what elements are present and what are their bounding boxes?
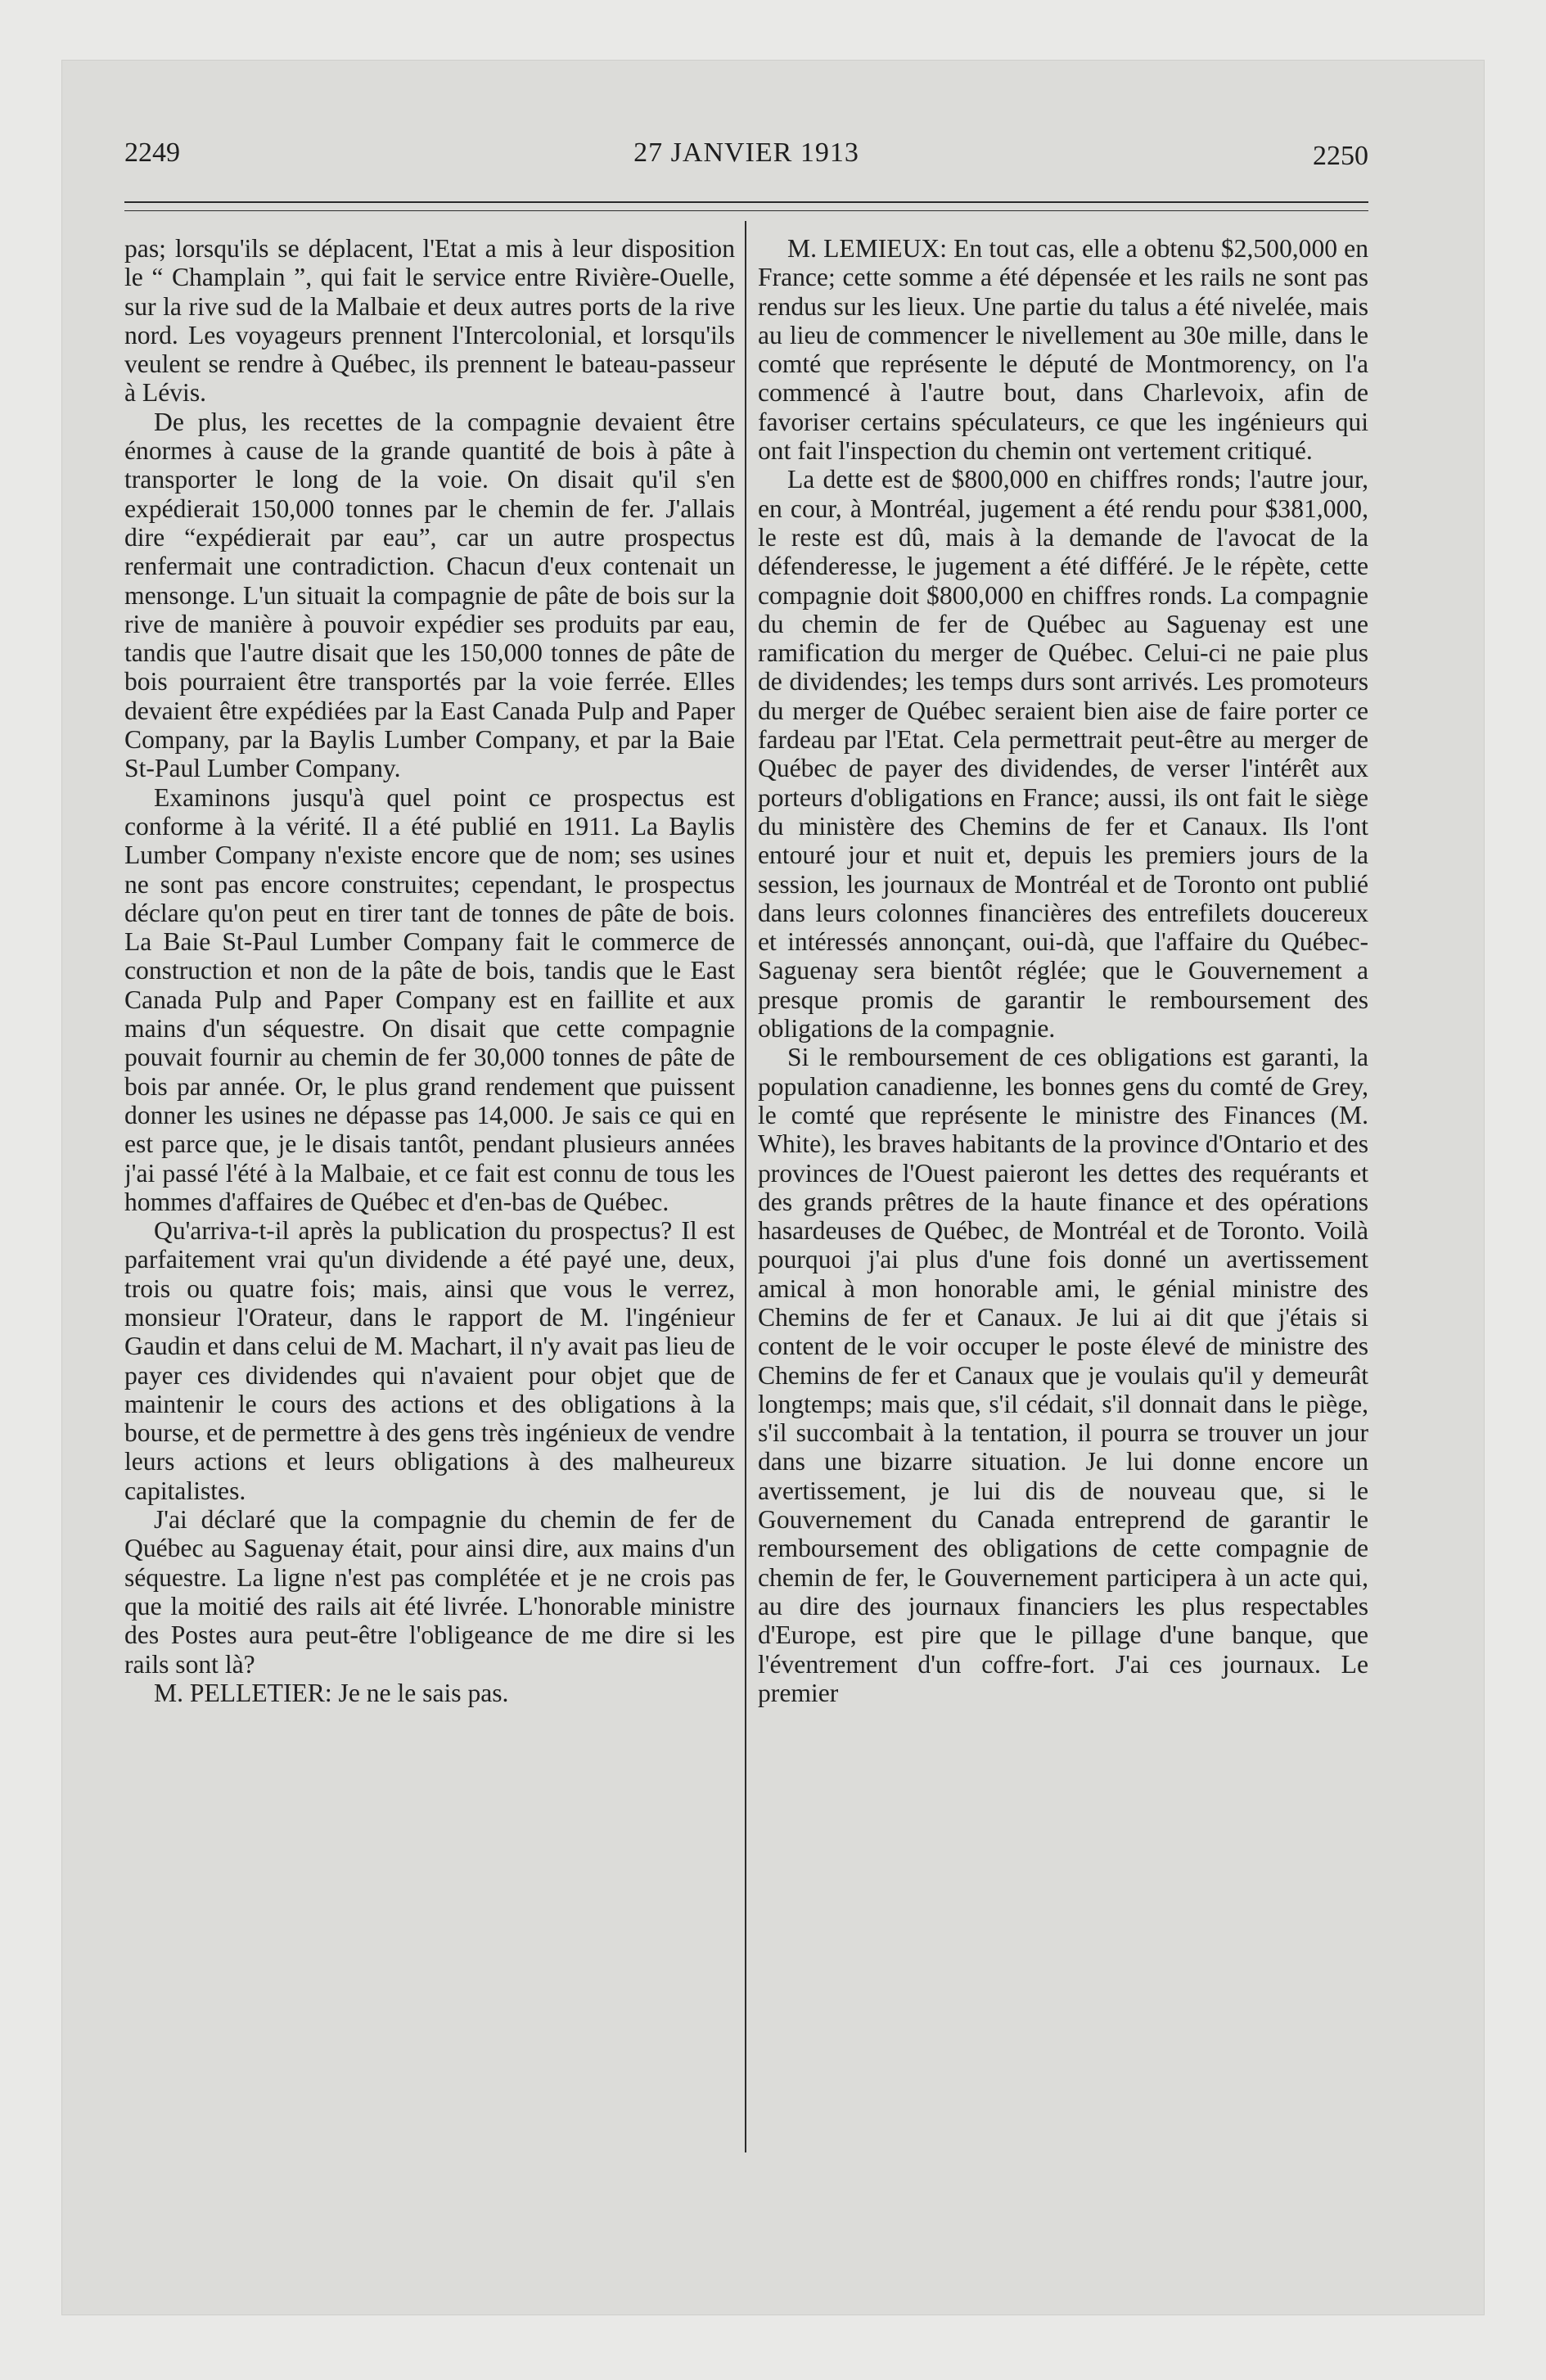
paragraph: J'ai déclaré que la compagnie du chemin de fer de Québec au Saguenay était, pour ainsi dire, aux mains d'un séquestre. La ligne n'est pas complétée et je ne crois pas que la moitié des rails ait été livrée. L'honorable ministre des Postes aura peut-être l'obligeance de me dire si les rails sont là? (124, 1505, 735, 1679)
page-date: 27 JANVIER 1913 (633, 137, 859, 168)
speaker-line: M. PELLETIER: Je ne le sais pas. (154, 1678, 509, 1707)
right-column (758, 234, 1368, 2146)
page-header (124, 137, 1368, 187)
paragraph: Si le remboursement de ces obligations est garanti, la population canadienne, les bonnes gens du comté de Grey, le comté que représente le ministre des Finances (M. White), les braves habitants de la province d'Ontario et des provinces de l'Ouest paieront les dettes des requérants et des grands prêtres de la haute finance et des opérations hasardeuses de Québec, de Montréal et de Toronto. Voilà pourquoi j'ai plus d'une fois donné un avertissement amical à mon honorable ami, le génial ministre des Chemins de fer et Canaux. Je lui ai dit que j'étais si content de le voir occuper le poste élevé de ministre des Chemins de fer et Canaux que je voulais qu'il y demeurât longtemps; mais que, s'il cédait, s'il donnait dans le piège, s'il succombait à la tentation, il pourra se trouver un jour dans une bizarre situation. Je lui donne encore un avertissement, je lui dis de nouveau que, si le Gouvernement du Canada entreprend de garantir le remboursement des obligations de cette compagnie de chemin de fer, le Gouvernement participera à un acte qui, au dire des journaux financiers les plus respectables d'Europe, est pire que le pillage d'une banque, que l'éventrement d'un coffre-fort. J'ai ces journaux. Le premier (758, 1043, 1368, 1707)
paragraph: pas; lorsqu'ils se déplacent, l'Etat a mis à leur disposition le “ Champlain ”, qui fait le service entre Rivière-Ouelle, sur la rive sud de la Malbaie et deux autres ports de la rive nord. Les voyageurs prennent l'Intercolonial, et lorsqu'ils veulent se rendre à Québec, ils prennent le bateau-passeur à Lévis. (124, 234, 735, 408)
column-divider (745, 221, 746, 2152)
paragraph: La dette est de $800,000 en chiffres ronds; l'autre jour, en cour, à Montréal, jugement a été rendu pour $381,000, le reste est dû, mais à la demande de l'avocat de la défenderesse, le jugement a été différé. Je le répète, cette compagnie doit $800,000 en chiffres ronds. La compagnie du chemin de fer de Québec au Saguenay est une ramification du merger de Québec. Celui-ci ne paie plus de dividendes; les temps durs sont arrivés. Les promoteurs du merger de Québec seraient bien aise de faire porter ce fardeau par l'Etat. Cela permettrait peut-être au merger de Québec de payer des dividendes, de verser l'intérêt aux porteurs d'obligations en France; aussi, ils ont fait le siège du ministère des Chemins de fer et Canaux. Ils l'ont entouré jour et nuit et, depuis les premiers jours de la session, les journaux de Montréal et de Toronto ont publié dans leurs colonnes financières des entrefilets doucereux et intéressés annonçant, oui-dà, que l'affaire du Québec-Saguenay sera bientôt réglée; que le Gouvernement a presque promis de garantir le remboursement des obligations de la compagnie. (758, 465, 1368, 1044)
paragraph: De plus, les recettes de la compagnie devaient être énormes à cause de la grande quantité de bois à pâte à transporter le long de la voie. On disait qu'il s'en expédierait 150,000 tonnes par le chemin de fer. J'allais dire “expédierait par eau”, car un autre prospectus renfermait une contradiction. Chacun d'eux contenait un mensonge. L'un situait la compagnie de pâte de bois sur la rive de manière à pouvoir expédier ses produits par eau, tandis que l'autre disait que les 150,000 tonnes de pâte de bois pourraient être transportés par la voie ferrée. Elles devaient être expédiées par la East Canada Pulp and Paper Company, par la Baylis Lumber Company, et par la Baie St-Paul Lumber Company. (124, 407, 735, 783)
paragraph: Qu'arriva-t-il après la publication du prospectus? Il est parfaitement vrai qu'un dividende a été payé une, deux, trois ou quatre fois; mais, ainsi que vous le verrez, monsieur l'Orateur, dans le rapport de M. l'ingénieur Gaudin et dans celui de M. Machart, il n'y avait pas lieu de payer ces dividendes qui n'avaient pour objet que de maintenir le cours des actions et des obligations à la bourse, et de permettre à des gens très ingénieux de vendre leurs actions et leurs obligations à des malheureux capitalistes. (124, 1216, 735, 1505)
left-column (124, 234, 735, 2146)
header-rule-thin (124, 210, 1368, 211)
page-number-left: 2249 (124, 137, 180, 168)
paragraph: M. LEMIEUX: En tout cas, elle a obtenu $2,500,000 en France; cette somme a été dépensée et les rails ne sont pas rendus sur les lieux. Une partie du talus a été nivelée, mais au lieu de commencer le nivellement au 30e mille, dans le comté que représente le député de Montmorency, on l'a commencé à l'autre bout, dans Charlevoix, afin de favoriser certains spéculateurs, ce que les ingénieurs qui ont fait l'inspection du chemin ont vertement critiqué. (758, 234, 1368, 466)
paragraph: Examinons jusqu'à quel point ce prospectus est conforme à la vérité. Il a été publié en 1911. La Baylis Lumber Company n'existe encore que de nom; ses usines ne sont pas encore construites; cependant, le prospectus déclare qu'on peut en tirer tant de tonnes de pâte de bois. La Baie St-Paul Lumber Company fait le commerce de construction et non de la pâte de bois, tandis que le East Canada Pulp and Paper Company est en faillite et aux mains d'un séquestre. On disait que cette compagnie pouvait fournir au chemin de fer 30,000 tonnes de pâte de bois par année. Or, le plus grand rendement que puissent donner les usines ne dépasse pas 14,000. Je sais ce qui en est parce que, je le disais tantôt, pendant plusieurs années j'ai passé l'été à la Malbaie, et ce fait est connu de tous les hommes d'affaires de Québec et d'en-bas de Québec. (124, 782, 735, 1216)
page-number-right: 2250 (1313, 141, 1368, 171)
header-rule (124, 201, 1368, 203)
